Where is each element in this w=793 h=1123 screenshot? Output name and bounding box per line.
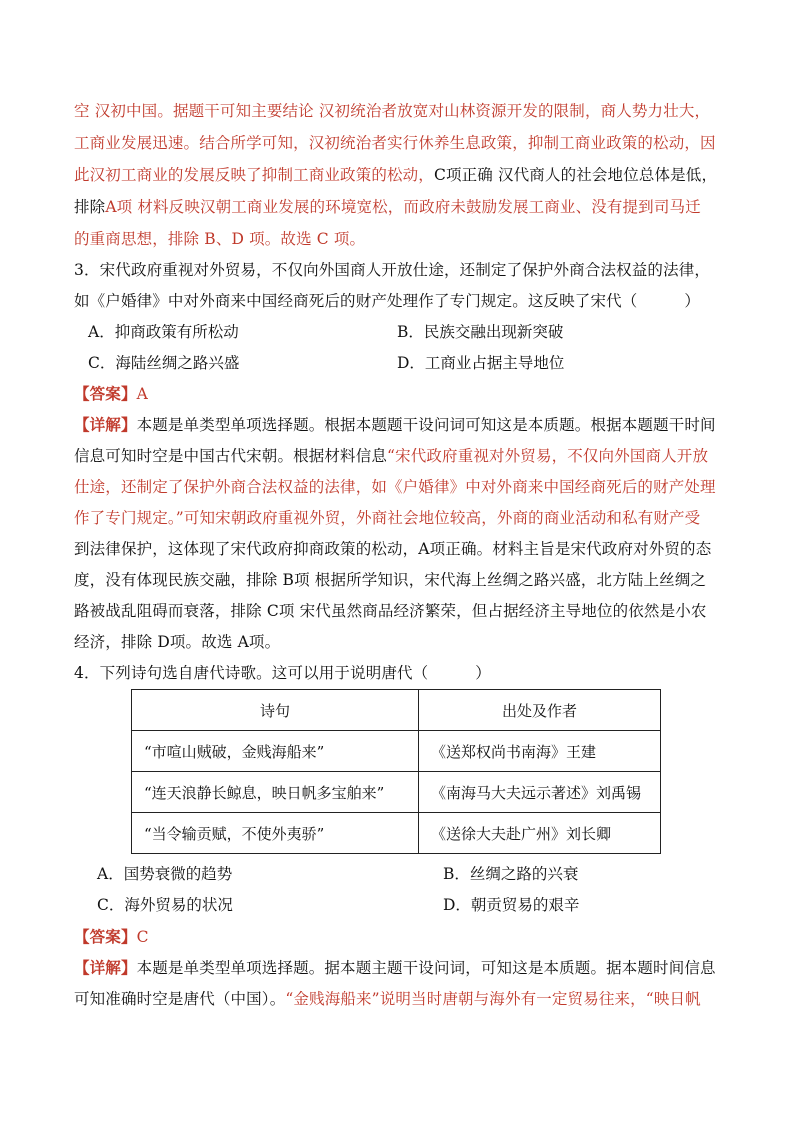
q3-detail-line-5: 到法律保护，这体现了宋代政府抑商政策的松动，A项正确。材料主旨是宋代政府对外贸的态 (74, 540, 712, 558)
q4-option-a: A．国势衰微的趋势 (97, 865, 233, 883)
detail-text: 本题是单类型单项选择题。根据本题题干设问词可知这是本质题。根据本题题干时间 (136, 416, 716, 434)
poem-table (131, 689, 661, 854)
q2-explanation-text: A项 材料反映汉朝工商业发展的环境宽松，而政府未鼓励发展工商业、没有提到司马迁 (105, 198, 701, 216)
q3-detail-line-7: 路被战乱阻碍而衰落，排除 C项 宋代虽然商品经济繁荣，但占据经济主导地位的依然是小农 (74, 602, 707, 620)
q2-explanation-text: 排除 (74, 198, 106, 216)
detail-text: 可知宋朝政府重视外贸，外商社会地位较高，外商的商业活动和私有财产受 (183, 509, 701, 527)
q3-detail-line-3: 仕途，还制定了保护外商合法权益的法律，如《户婚律》中对外商来中国经商死后的财产处理 (74, 478, 716, 496)
detail-label: 【详解】 (74, 958, 137, 977)
q3-option-a: A．抑商政策有所松动 (88, 323, 239, 341)
q2-explanation-text: 此汉初工商业的发展反映了抑制工商业政策的松动， (74, 166, 434, 184)
detail-quote: “宋代政府重视对外贸易，不仅向外国商人开放 (387, 447, 709, 465)
poem-cell: “当令输贡赋，不使外夷骄” (132, 813, 419, 854)
answer-label: 【答案】 (74, 927, 137, 946)
source-cell: 《送郑权尚书南海》王建 (419, 731, 661, 772)
q3-stem-line-1: 3．宋代政府重视对外贸易，不仅向外国商人开放仕途，还制定了保护外商合法权益的法律， (74, 261, 711, 279)
q2-explanation-line-2: 工商业发展迅速。结合所学可知，汉初统治者实行休养生息政策，抑制工商业政策的松动，因 (74, 134, 716, 152)
detail-quote: “金贱海船来”说明当时唐朝与海外有一定贸易往来，“映日帆 (285, 990, 701, 1008)
q4-detail-line-1 (74, 957, 724, 979)
poem-cell: “市喧山贼破，金贱海船来” (132, 731, 419, 772)
q3-detail-line-2 (74, 445, 724, 467)
q3-answer (74, 383, 724, 405)
q4-option-b: B．丝绸之路的兴衰 (443, 865, 579, 883)
q4-answer (74, 926, 724, 948)
detail-text: 可知准确时空是唐代（中国）。 (74, 990, 286, 1008)
q3-detail-line-8: 经济，排除 D项。故选 A项。 (74, 633, 281, 651)
table-row (132, 772, 661, 813)
q3-option-d: D．工商业占据主导地位 (397, 354, 565, 372)
answer-label: 【答案】 (74, 384, 137, 403)
detail-text: 信息可知时空是中国古代宋朝。根据材料信息 (74, 447, 388, 465)
q2-explanation-line-3 (74, 164, 724, 186)
table-row (132, 813, 661, 854)
header-source: 出处及作者 (419, 690, 661, 731)
source-cell: 《南海马大夫远示著述》刘禹锡 (419, 772, 661, 813)
answer-value: C (136, 928, 149, 946)
q3-detail-line-6: 度，没有体现民族交融，排除 B项 根据所学知识，宋代海上丝绸之路兴盛，北方陆上丝绸之 (74, 571, 707, 589)
poem-cell: “连天浪静长鲸息，映日帆多宝舶来” (132, 772, 419, 813)
q4-option-d: D．朝贡贸易的艰辛 (443, 896, 580, 914)
header-poem: 诗句 (132, 690, 419, 731)
detail-label: 【详解】 (74, 415, 137, 434)
q4-option-c: C．海外贸易的状况 (97, 896, 233, 914)
q4-detail-line-2 (74, 988, 724, 1010)
q3-detail-line-4 (74, 507, 724, 529)
answer-value: A (136, 385, 148, 403)
table-header-row (132, 690, 661, 731)
q2-explanation-line-5: 的重商思想，排除 B、D 项。故选 C 项。 (74, 230, 366, 248)
source-cell: 《送徐大夫赴广州》刘长卿 (419, 813, 661, 854)
q2-explanation-line-4 (74, 196, 724, 218)
q2-explanation-line-1: 空 汉初中国。据题干可知主要结论 汉初统治者放宽对山林资源开发的限制，商人势力壮大， (74, 102, 711, 120)
detail-text: 本题是单类型单项选择题。据本题主题干设问词，可知这是本质题。据本题时间信息 (136, 959, 716, 977)
q4-stem: 4．下列诗句选自唐代诗歌。这可以用于说明唐代（ ） (74, 664, 491, 682)
table-row (132, 731, 661, 772)
q3-detail-line-1 (74, 414, 724, 436)
q3-stem-line-2: 如《户婚律》中对外商来中国经商死后的财产处理作了专门规定。这反映了宋代（ ） (74, 292, 701, 310)
detail-quote: 作了专门规定。” (74, 509, 184, 527)
q3-option-b: B．民族交融出现新突破 (397, 323, 564, 341)
q3-option-c: C．海陆丝绸之路兴盛 (88, 354, 240, 372)
q2-explanation-text: C项正确 汉代商人的社会地位总体是低， (433, 166, 718, 184)
